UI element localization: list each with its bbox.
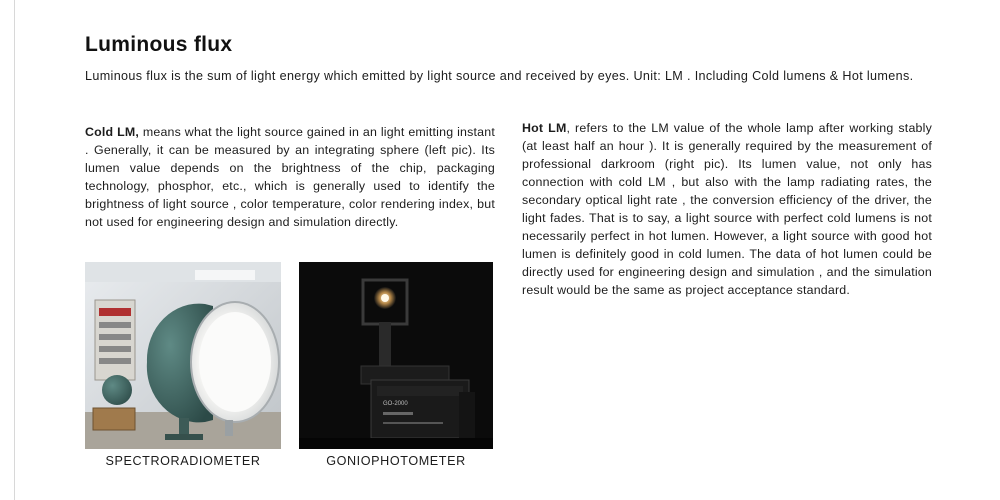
page-left-rule	[14, 0, 15, 500]
hot-lumen-text: , refers to the LM value of the whole lamp after working stably (at least half an hour ). It is generally required by the measurement of professional darkroom (right pic). Its lumen value, not only has connection with cold LM , but also with the lamp radiating rates, the secondary optical light rate , the conversion efficiency of the driver, the light fades. That is to say, a light source with perfect cold lumens is not necessarily perfect in hot lumen. However, a light source with good hot lumen is definitely good in cold lumen. The data of hot lumen could be directly used for engineering design and simulation , and the simulation result would be the same as project acceptance standard.	[522, 121, 932, 297]
device-label: GO-2000	[383, 401, 408, 407]
hot-lumen-paragraph	[522, 119, 932, 299]
cold-lumen-term: Cold LM,	[85, 125, 140, 139]
cold-lumen-text: means what the light source gained in an light emitting instant . Generally, it can be measured by an integrating sphere (left pic). Its lumen value depends on the brightness of the chip, packaging technology, phosphor, etc., which is generally used to identify the brightness of light source , color temperature, color rendering index, but not used for engineering design and simulation directly.	[85, 125, 495, 229]
page-title: Luminous flux	[85, 33, 233, 56]
caption-spectroradiometer: SPECTRORADIOMETER	[105, 454, 261, 468]
caption-goniophotometer: GONIOPHOTOMETER	[326, 454, 466, 468]
cold-lumen-paragraph	[85, 123, 495, 231]
goniophotometer-photo	[299, 262, 493, 449]
hot-lumen-term: Hot LM	[522, 121, 567, 135]
intro-paragraph: Luminous flux is the sum of light energy which emitted by light source and received by eyes. Unit: LM . Including Cold lumens & Hot lumens.	[85, 69, 914, 83]
spectroradiometer-photo	[85, 262, 281, 449]
